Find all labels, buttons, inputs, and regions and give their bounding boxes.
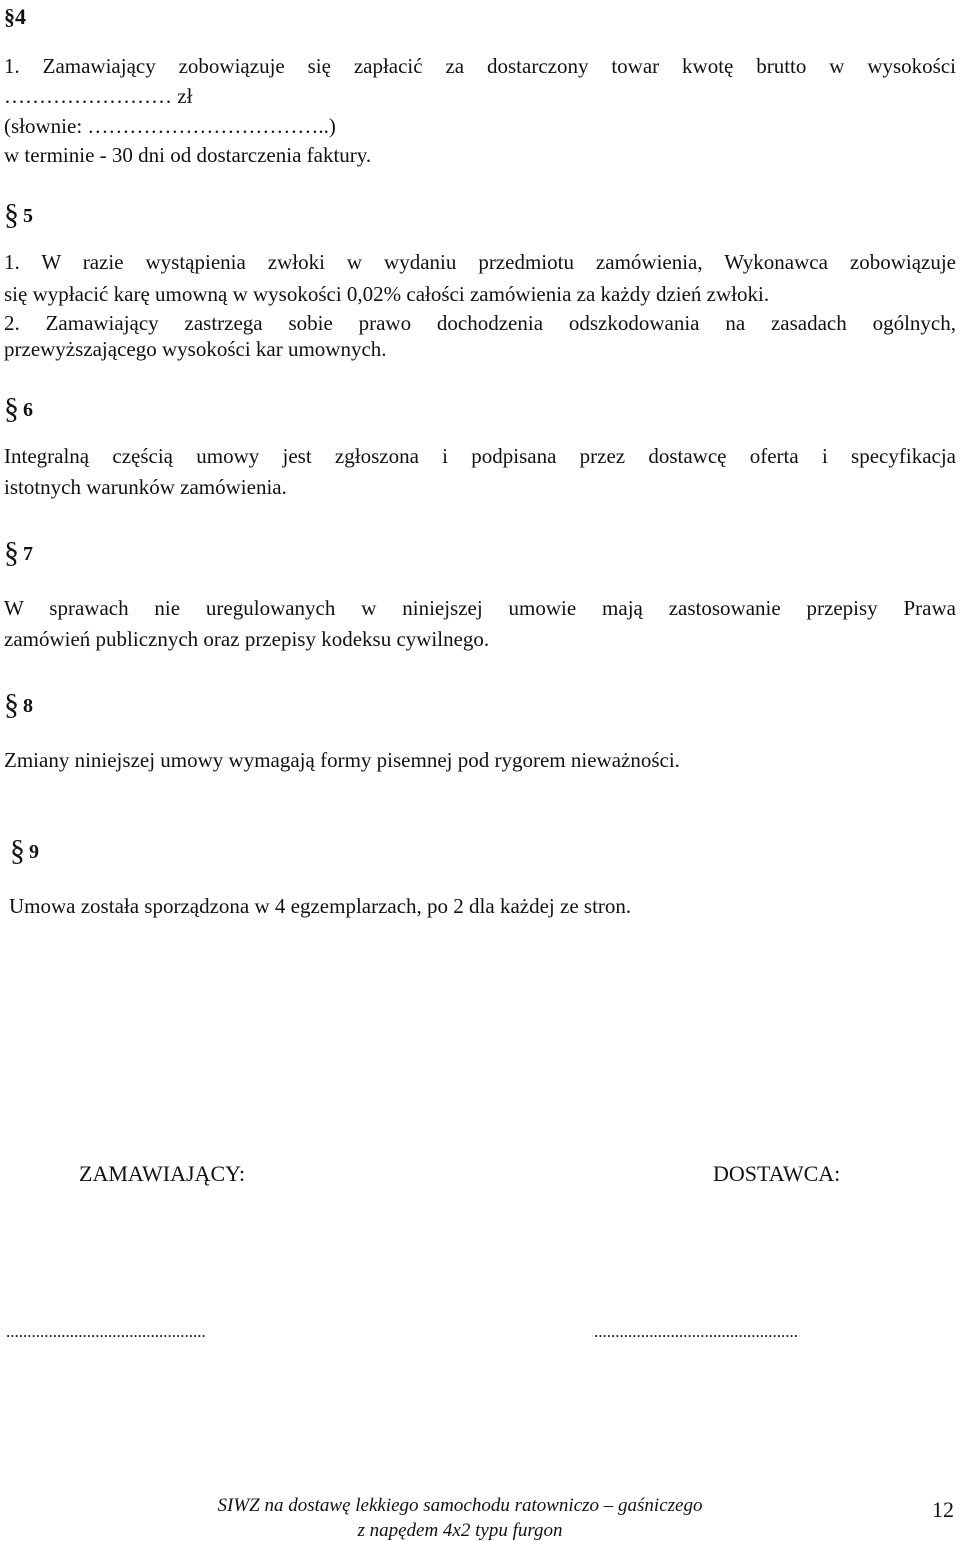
section-4-line-3: (słownie: ……………………………..): [4, 114, 336, 138]
section-8-line-1: Zmiany niniejszej umowy wymagają formy pisemnej pod rygorem nieważności.: [4, 748, 680, 772]
section-5-line-2: się wypłacić karę umowną w wysokości 0,02% całości zamówienia za każdy dzień zwłoki.: [4, 282, 770, 306]
section-5-line-3: 2. Zamawiający zastrzega sobie prawo dochodzenia odszkodowania na zasadach ogólnych,: [4, 311, 956, 335]
section-symbol-icon: §: [4, 392, 19, 425]
section-6-heading: § 6: [4, 392, 33, 425]
section-5-heading: § 5: [4, 198, 33, 231]
section-symbol-icon: §: [4, 536, 19, 569]
signature-label-dostawca: DOSTAWCA:: [713, 1161, 841, 1186]
section-9-heading: § 9: [10, 834, 39, 867]
footer-line-2: z napędem 4x2 typu furgon: [357, 1520, 563, 1541]
footer-line-1: SIWZ na dostawę lekkiego samochodu ratowniczo – gaśniczego: [217, 1495, 703, 1516]
section-4-line-4: w terminie - 30 dni od dostarczenia faktury.: [4, 143, 372, 167]
section-symbol-icon: §: [4, 688, 19, 721]
signature-label-zamawiajacy: ZAMAWIAJĄCY:: [79, 1161, 246, 1186]
section-symbol-icon: §: [10, 834, 25, 867]
signature-line-right: ................................................: [594, 1322, 798, 1341]
section-7-heading: § 7: [4, 536, 33, 569]
section-8-heading: § 8: [4, 688, 33, 721]
section-6-line-1: Integralną częścią umowy jest zgłoszona i podpisana przez dostawcę oferta i specyfikacja: [4, 444, 956, 468]
section-4-line-2: …………………… zł: [4, 84, 193, 108]
section-4-heading: §4: [4, 4, 26, 29]
section-symbol-icon: §: [4, 198, 19, 231]
section-9-line-1: Umowa została sporządzona w 4 egzemplarzach, po 2 dla każdej ze stron.: [9, 894, 632, 918]
page-number: 12: [932, 1497, 954, 1522]
section-7-line-2: zamówień publicznych oraz przepisy kodeksu cywilnego.: [4, 627, 490, 651]
section-4-line-1: 1. Zamawiający zobowiązuje się zapłacić za dostarczony towar kwotę brutto w wysokości: [4, 54, 956, 78]
signature-line-left: ...............................................: [6, 1322, 206, 1341]
section-5-line-4: przewyższającego wysokości kar umownych.: [4, 337, 387, 361]
section-6-line-2: istotnych warunków zamówienia.: [4, 475, 287, 499]
section-7-line-1: W sprawach nie uregulowanych w niniejszej umowie mają zastosowanie przepisy Prawa: [4, 596, 956, 620]
section-5-line-1: 1. W razie wystąpienia zwłoki w wydaniu przedmiotu zamówienia, Wykonawca zobowiązuje: [4, 250, 956, 274]
